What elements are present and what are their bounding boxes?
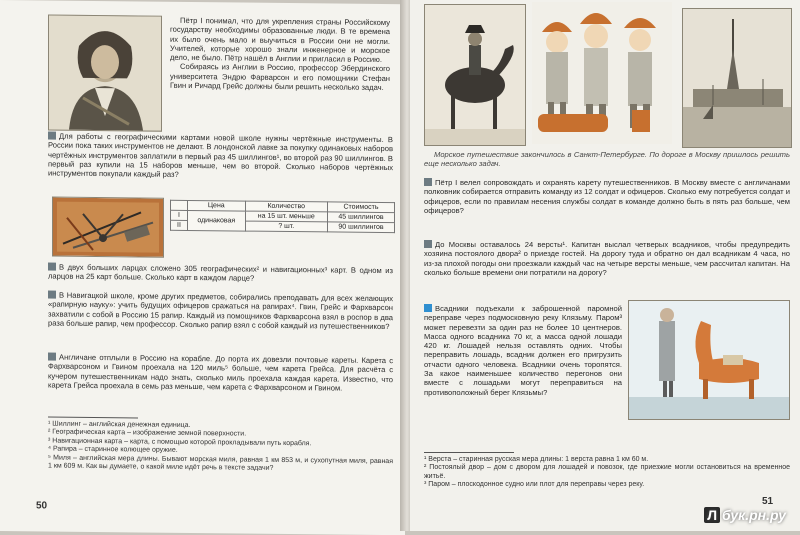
task-4 [48,353,393,394]
task-7 [424,304,622,397]
table-cell: на 15 шт. меньше [245,211,327,222]
caption [424,150,790,169]
task-5-text: Пётр I велел сопровождать и охранять карету путешественников. В Москву вместе с англичанами полковник собирается отправить команду из 12 солдат и офицеров. Сколько ему потребуется солдат и офицеров, если по правилам несения службы солдат в команде должно быть в пять раз больше, чем офицеров? [424,178,790,215]
table-cell: 90 шиллингов [327,222,394,233]
footnote-divider [424,452,514,453]
task-marker-icon [48,132,56,140]
saint-petersburg-image [682,8,792,148]
intro-paragraph: Собираясь из Англии в Россию, профессор Эбердинского университета Эндрю Фарварсон и его помощники Стефан Гвин и Ричард Грейс должны были решить несколько задач. [170,62,390,93]
table-cell: ? шт. [245,221,327,232]
page-number: 51 [762,496,774,507]
task-2 [48,263,393,285]
footnote: ² Постоялый двор – дом с двором для лошадей и повозок, где приезжие могли остановиться на временное житьё. [424,464,790,480]
task-2-text: В двух больших ларцах сложено 305 географических² и навигационных³ карт. В одном из ларцов на 25 карт больше. Сколько карт в каждом ларце? [48,262,393,283]
table-header: Количество [245,201,327,212]
watermark-text: бук.рн.ру [722,507,786,523]
portrait-peter-image [48,15,162,132]
task-marker-icon [424,304,432,312]
task-marker-icon [48,291,56,299]
right-page [410,0,800,531]
task-1-text: Для работы с географическими картами новой школе нужны чертёжные инструменты. В России пока таких инструментов не делают. В лондонской лавке за покупку одинаковых наборов чертёжных инструментов заплатили в первый раз 45 шиллингов¹, во второй раз 90 шиллингов. В первый раз купили на 15 наборов меньше, чем во второй. Сколько наборов чертёжных инструментов покупали каждый раз? [48,131,393,180]
intro-paragraph: Пётр I понимал, что для укрепления страны Российскому государству необходимы образованные люди. В те времена их было очень мало и выучиться в России они не могли. Учителей, которые хорошо знали инженерное и морское дело, не было. Пётр нашёл в Англии и пригласил в Россию. [170,15,390,65]
intro-text [170,16,390,93]
footnote: ² Географическая карта – изображение земной поверхности. [48,428,247,438]
task-6-text: До Москвы оставалось 24 версты¹. Капитан выслал четверых всадников, чтобы предупредить хозяина постоялого двора² о приезде гостей. На дорогу туда и обратно он дал всадникам 4 часа, но из-за плохой погоды они проезжали каждый час на четыре версты меньше, чем рассчитал капитан. На сколько больше времени они потратили на дорогу? [424,240,790,277]
task-marker-icon [424,240,432,248]
table-row-label: II [171,220,188,230]
page-number: 50 [36,500,48,512]
footnote: ¹ Шиллинг – английская денежная единица. [48,420,191,429]
soldiers-cartoon-image [532,2,672,144]
task-marker-icon [424,178,432,186]
table-row-label: I [171,210,188,220]
task-3 [48,291,393,332]
footnote: ³ Навигационная карта – карта, с помощью которой прокладывали путь корабля. [48,437,312,448]
horseman-image [424,4,526,146]
footnote: ⁴ Рапира – старинное колющее оружие. [48,445,178,455]
task-marker-icon [48,353,56,361]
price-table [170,200,395,233]
footnote: ³ Паром – плоскодонное судно или плот для переправы через реку. [424,481,645,489]
table-header: Цена [188,200,246,211]
task-4-text: Англичане отплыли в Россию на корабле. До порта их довезли почтовые кареты. Карета с Фархварсоном и Гвином проехала на 120 миль⁵ больше, чем карета Грейса. Для расчёта с кучером путешественникам надо знать, сколько миль проехала каждая карета. Известно, что карета Грейса проехала в семь раз меньше, чем карета с Фархварсоном и Гвином. [48,352,393,393]
footnote-divider [48,417,138,419]
task-5 [424,178,790,215]
table-header: Стоимость [327,202,394,213]
footnote: ¹ Верста – старинная русская мера длины: 1 верста равна 1 км 60 м. [424,456,649,463]
task-7-text: Всадники подъехали к заброшенной паромной переправе через подмосковную реку Клязьму. Паром³ может перевезти за один раз не более 10 центнеров. Масса одного всадника 70 кг, а масса одной лошади 420 кг. Лошадей нельзя оставлять одних. Чтобы переправить лошадь, всадник должен его пригрузить отчасти одного человека. Всадники очень торопятся. За какое наименьшее количество перегонов они вместе с лошадьми могут переправиться на противоположный берег Клязьмы? [424,304,622,397]
footnotes [424,456,790,490]
drawing-instruments-image [52,197,164,258]
caption-text: Морское путешествие закончилось в Санкт-Петербурге. По дороге в Москву пришлось решить еще несколько задач. [424,150,790,169]
table-cell: одинаковая [188,210,246,231]
footnote: ⁵ Миля – английская мера длины. Бывают морская миля, равная 1 км 853 м, и сухопутная миля, равная 1 км 609 м. Как вы думаете, о какой миле идёт речь в тексте задачи? [48,454,393,472]
watermark-logo: Л [704,507,720,523]
table-cell: 45 шиллингов [327,212,394,223]
footnotes [48,421,393,475]
task-3-text: В Навигацкой школе, кроме других предметов, собирались преподавать для всех желающих «рапирную науку»: учить будущих офицеров сражаться на рапирах⁴. Гвин, Грейс и Фархварсон захватили с собой в Россию 15 рапир. Каждый из помощников Фархварсона взял в роспор в два раза больше рапир, чем профессор. Сколько рапир взял с собой каждый из путешественников? [48,290,393,331]
horse-ferry-image [628,300,790,420]
task-marker-icon [48,263,56,271]
task-1 [48,132,393,182]
watermark [704,507,786,523]
task-6 [424,240,790,277]
